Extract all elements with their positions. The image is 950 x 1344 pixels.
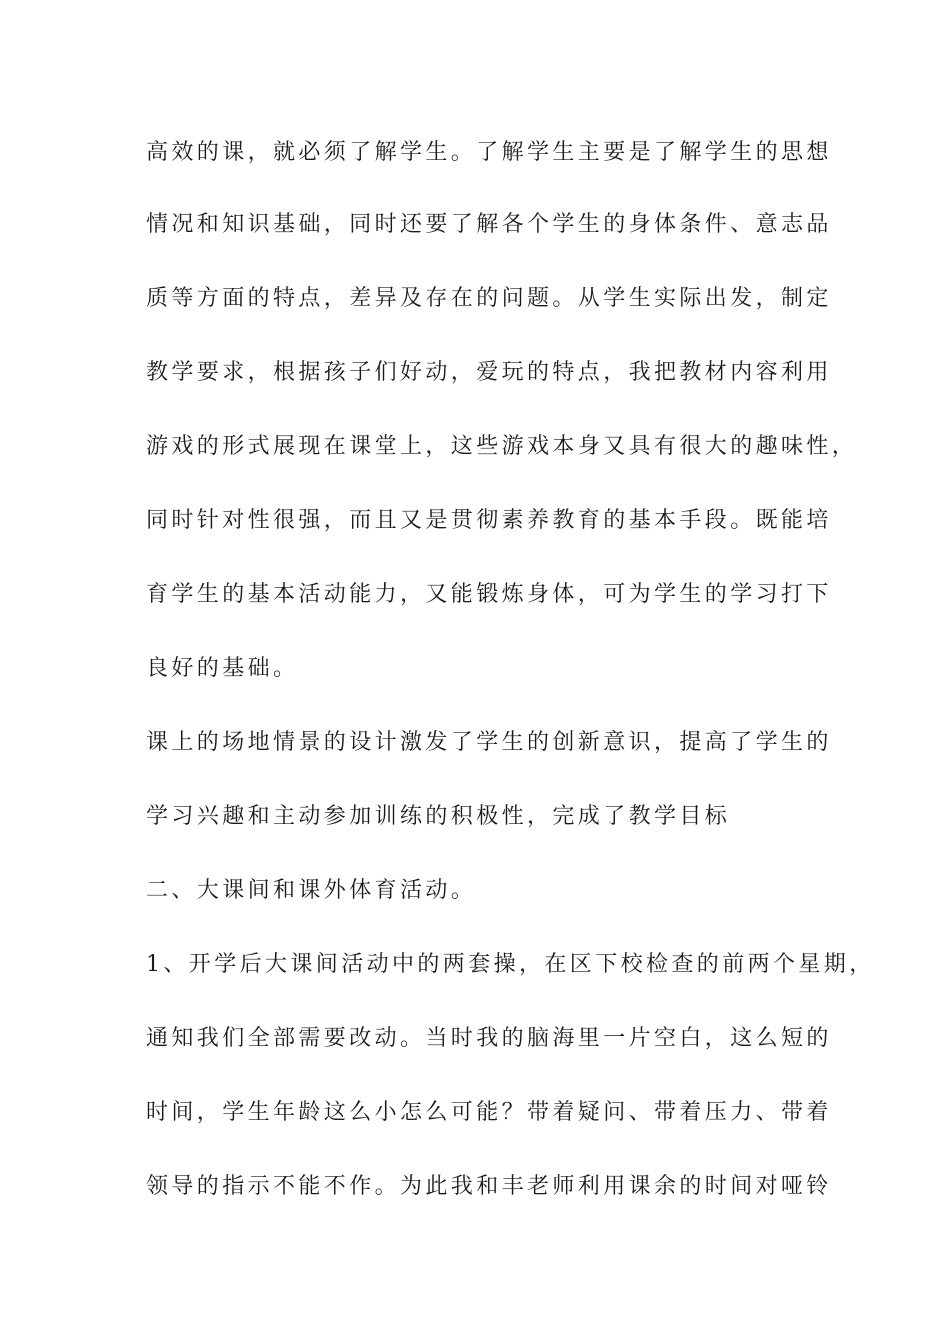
text-line: 高效的课，就必须了解学生。了解学生主要是了解学生的思想 xyxy=(146,140,832,165)
text-line: 通知我们全部需要改动。当时我的脑海里一片空白，这么短的 xyxy=(146,1026,832,1051)
text-line: 时间，学生年龄这么小怎么可能？带着疑问、带着压力、带着 xyxy=(146,1100,832,1125)
text-line: 课上的场地情景的设计激发了学生的创新意识，提高了学生的 xyxy=(146,730,832,755)
text-line: 质等方面的特点，差异及存在的问题。从学生实际出发，制定 xyxy=(146,286,832,311)
text-line: 良好的基础。 xyxy=(146,656,299,681)
text-line: 领导的指示不能不作。为此我和丰老师利用课余的时间对哑铃 xyxy=(146,1174,832,1199)
text-line: 同时针对性很强，而且又是贯彻素养教育的基本手段。既能培 xyxy=(146,508,832,533)
text-line: 游戏的形式展现在课堂上，这些游戏本身又具有很大的趣味性， xyxy=(146,434,858,459)
section-heading: 二、大课间和课外体育活动。 xyxy=(146,878,477,903)
text-line: 教学要求，根据孩子们好动，爱玩的特点，我把教材内容利用 xyxy=(146,360,832,385)
text-line: 1、开学后大课间活动中的两套操，在区下校检查的前两个星期， xyxy=(146,952,875,977)
text-line: 学习兴趣和主动参加训练的积极性，完成了教学目标 xyxy=(146,804,731,829)
text-line: 育学生的基本活动能力，又能锻炼身体，可为学生的学习打下 xyxy=(146,582,832,607)
text-line: 情况和知识基础，同时还要了解各个学生的身体条件、意志品 xyxy=(146,212,832,237)
